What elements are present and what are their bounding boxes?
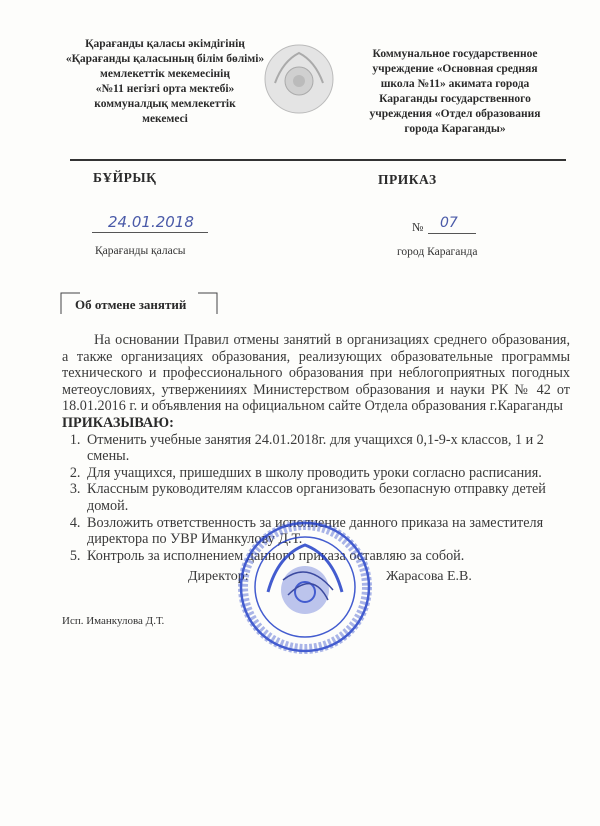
date-line <box>92 232 208 233</box>
header-left-line: Қарағанды қаласы әкімдігінің <box>85 38 245 50</box>
city-kz: Қарағанды қаласы <box>95 245 186 257</box>
number-line <box>428 233 476 234</box>
order-item: 1. Отменить учебные занятия 24.01.2018г. для учащихся 0,1-9-х классов, 1 и 2 смены. <box>84 432 570 465</box>
number-handwritten: 07 <box>440 215 458 231</box>
header-right-line: Коммунальное государственное <box>372 48 538 60</box>
order-item: 3. Классным руководителям классов организовать безопасную отправку детей домой. <box>84 481 570 514</box>
header-left-line: «Қарағанды қаласының білім бөлімі» <box>65 53 265 65</box>
date-handwritten: 24.01.2018 <box>108 213 194 231</box>
header-left <box>55 37 275 127</box>
order-item: 4. Возложить ответственность за исполнение данного приказа на заместителя директора по УВР Иманкулову Д.Т. <box>84 515 570 548</box>
header-left-line: мемлекеттік мекемесінің <box>100 68 230 80</box>
signature-name: Жарасова Е.В. <box>386 569 472 584</box>
header-right <box>345 47 565 137</box>
preamble: На основании Правил отмены занятий в организациях среднего образования, а также организациях образования, реализующих образовательные программы технического и профессионального образования при неблогоприятных погодных метеоусловиях, утверженииях Министерством образования и науки РК № 42 от 18.01.2016 г. и объявления на официальном сайте Отдела образования г.Караганды <box>62 332 570 415</box>
order-item: 2. Для учащихся, пришедших в школу проводить уроки согласно расписания. <box>84 465 570 482</box>
order-word: ПРИКАЗЫВАЮ: <box>62 414 174 431</box>
order-item: 5. Контроль за исполнением данного приказа оставляю за собой. <box>84 548 570 565</box>
header-right-line: города Караганды» <box>404 123 506 135</box>
header-right-line: учреждения «Отдел образования <box>369 108 541 120</box>
number-label: № <box>412 220 424 234</box>
city-ru: город Караганда <box>397 246 478 258</box>
header-left-line: «№11 негізгі орта мектебі» <box>95 83 235 95</box>
doc-type-ru: ПРИКАЗ <box>378 172 437 187</box>
signature-title: Директор: <box>188 569 249 584</box>
header-right-line: учреждение «Основная средняя <box>372 63 538 75</box>
doc-type-kz: БҰЙРЫҚ <box>93 170 157 185</box>
subject: Об отмене занятий <box>75 297 187 312</box>
official-stamp-icon <box>238 520 372 654</box>
executor: Исп. Иманкулова Д.Т. <box>62 615 165 627</box>
header-left-line: мекемесі <box>142 113 188 125</box>
emblem-icon <box>263 43 335 115</box>
header-left-line: коммуналдық мемлекеттік <box>94 98 236 110</box>
header-right-line: Караганды государственного <box>379 93 531 105</box>
header-divider <box>70 159 566 161</box>
header-right-line: школа №11» акимата города <box>380 78 530 90</box>
